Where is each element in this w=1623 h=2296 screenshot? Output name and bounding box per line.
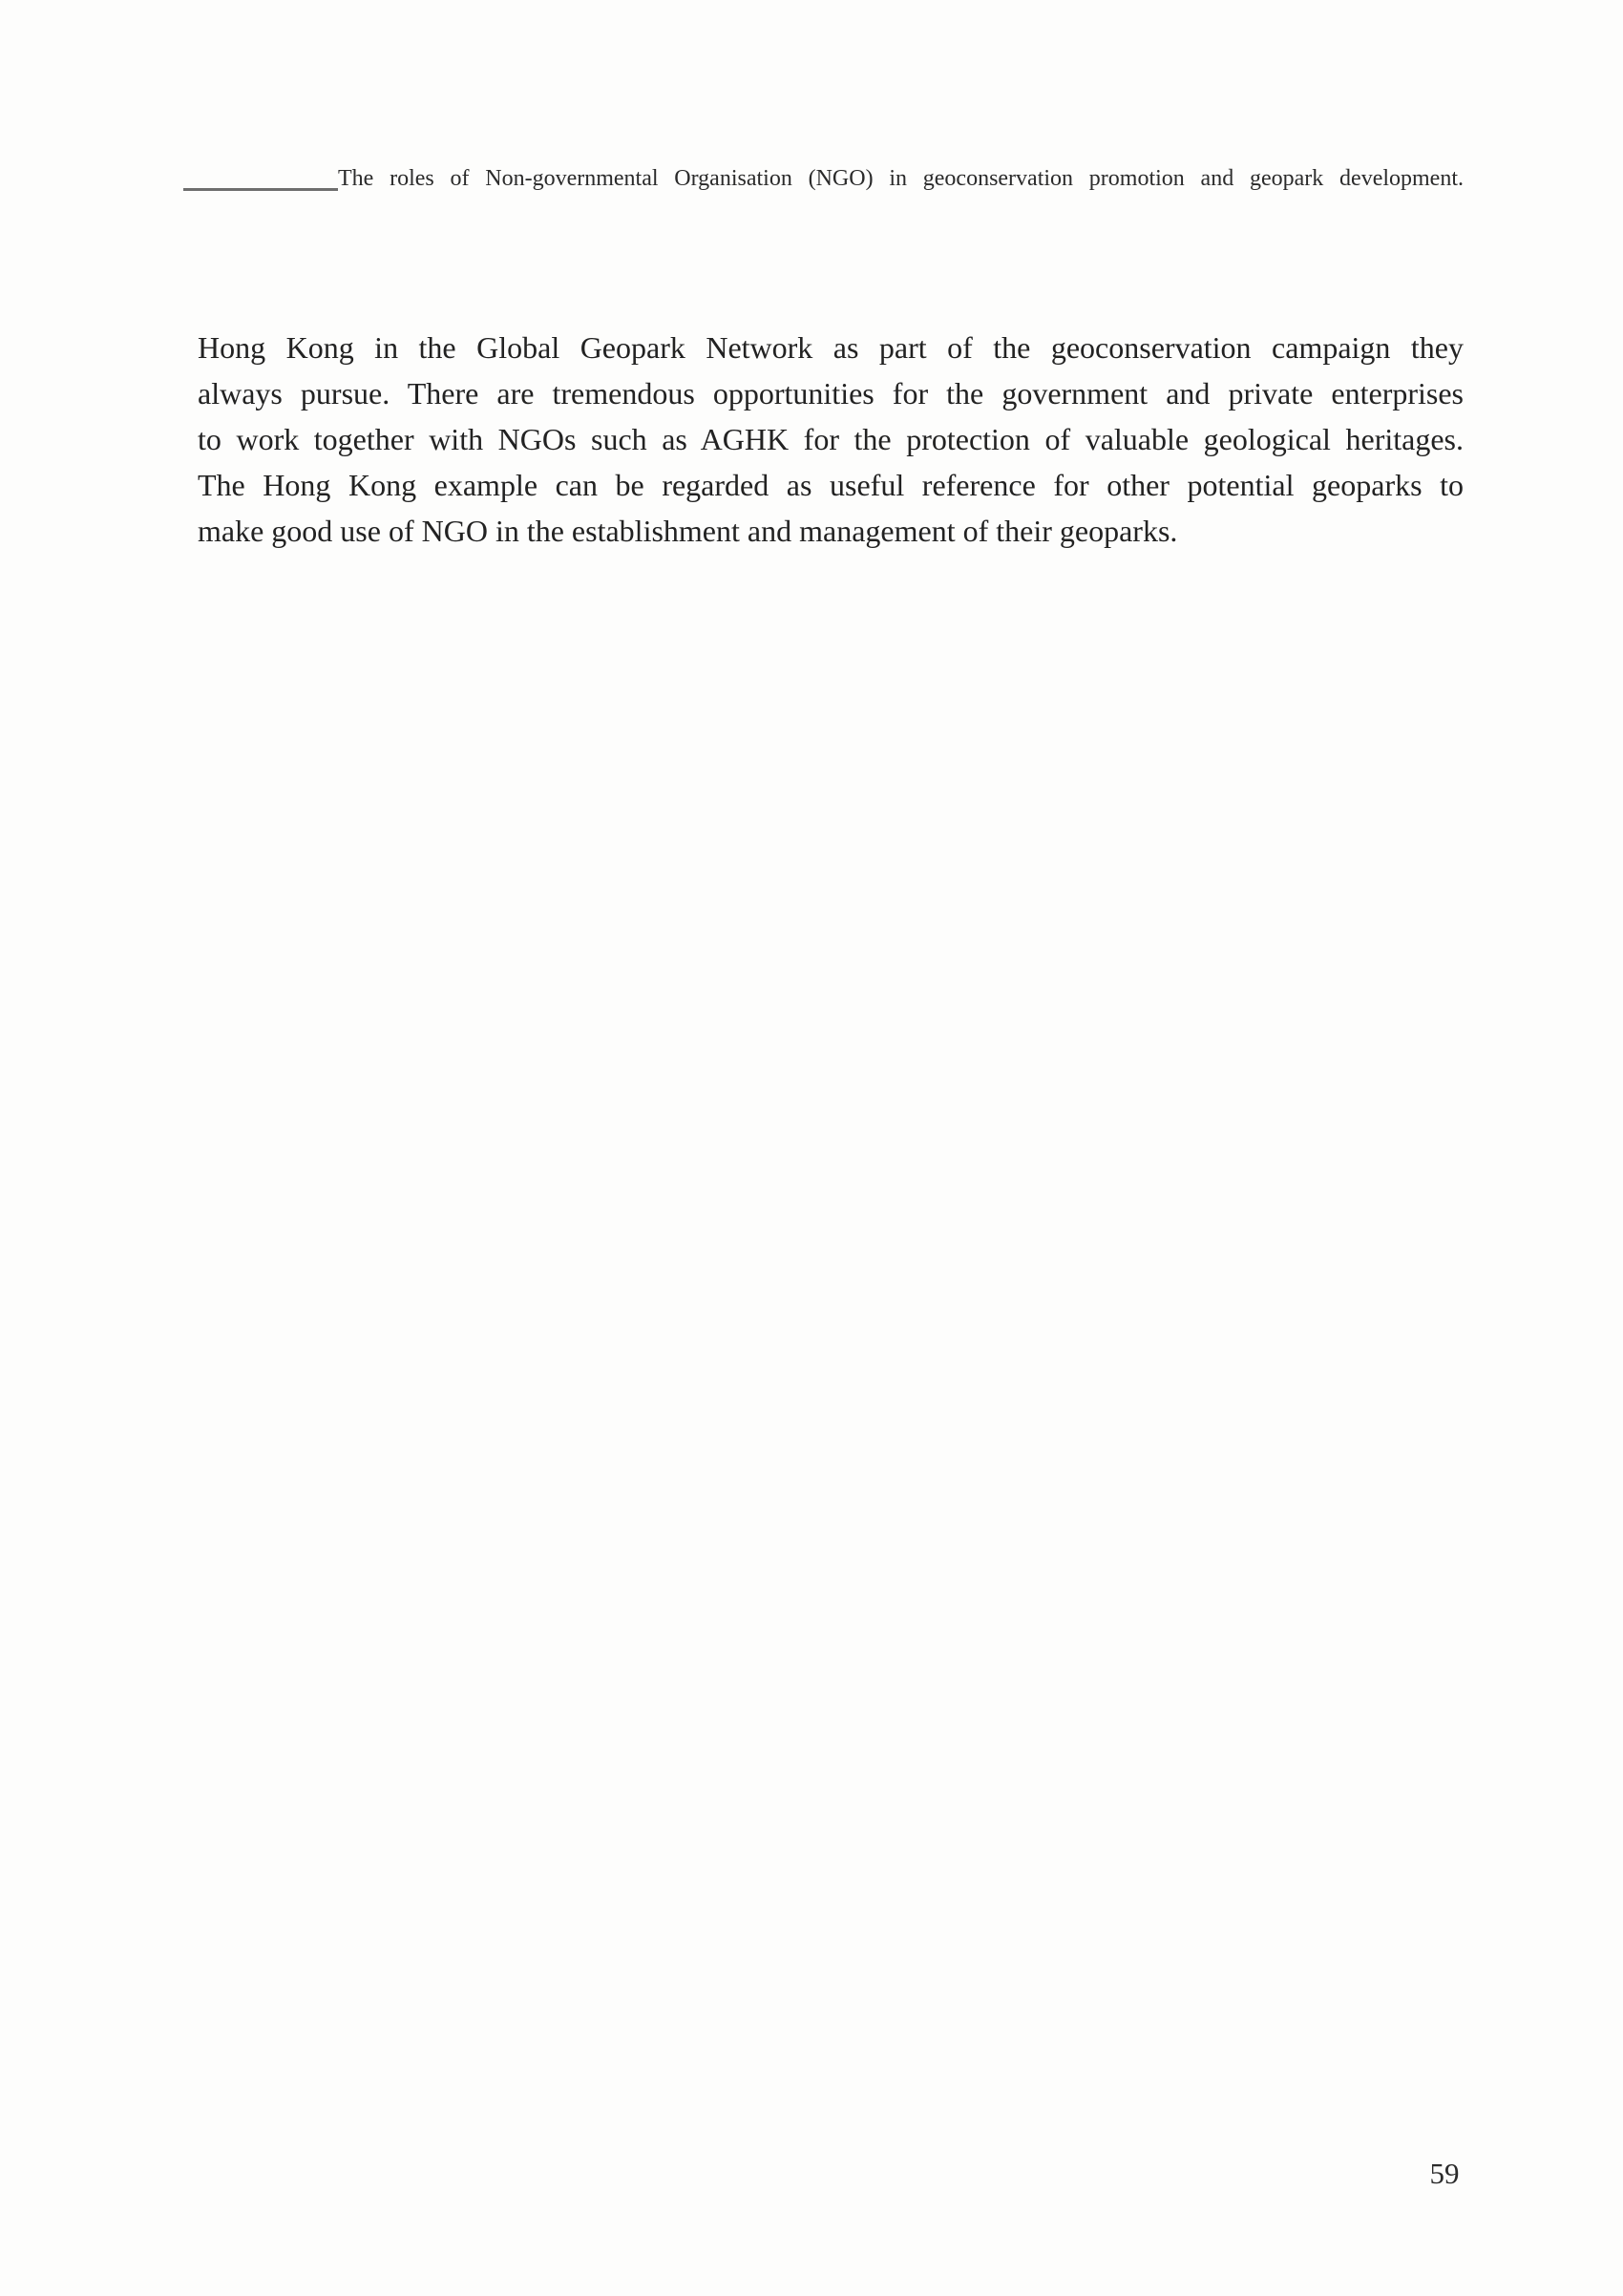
page-number: 59 <box>1429 2157 1460 2190</box>
paragraph-line: make good use of NGO in the establishment and management of their geoparks. <box>198 514 1178 548</box>
header-underline-rule <box>183 164 338 191</box>
running-header-text: The roles of Non-governmental Organisation (NGO) in geoconservation promotion and geopark development. <box>338 166 1464 191</box>
running-header <box>183 164 1464 193</box>
paragraph-line: Hong Kong in the Global Geopark Network as part of the geoconservation campaign they <box>198 330 1464 365</box>
paragraph-line: to work together with NGOs such as AGHK for the protection of valuable geological heritages. <box>198 422 1464 456</box>
paragraph-line: The Hong Kong example can be regarded as useful reference for other potential geoparks to <box>198 468 1464 502</box>
paragraph-line: always pursue. There are tremendous opportunities for the government and private enterprises <box>198 376 1464 411</box>
body-paragraph <box>198 325 1464 554</box>
